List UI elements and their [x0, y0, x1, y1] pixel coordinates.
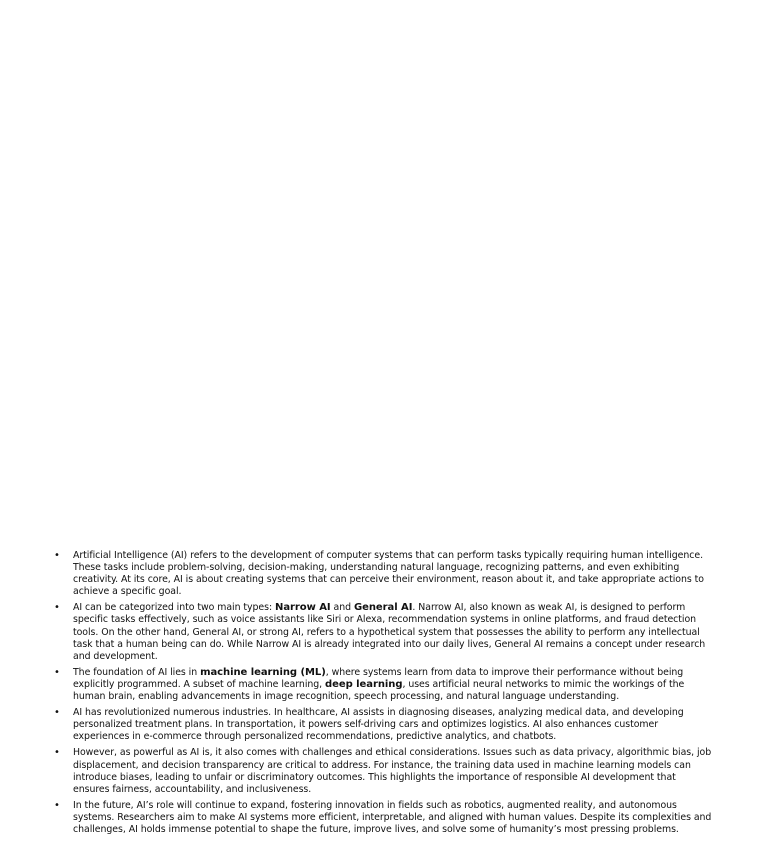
bullet-text: , where systems learn from data to improve their performance without being explicitly programmed. A subset of machine learning,	[73, 666, 684, 690]
list-item	[54, 800, 712, 836]
bullet-text: and	[330, 602, 354, 614]
bullet-icon: •	[54, 550, 60, 561]
bullet-text: , uses artificial neural networks to mimic the workings of the human brain, enabling advancements in image recognition, speech processing, and natural language understanding.	[73, 678, 685, 703]
bullet-text: The foundation of AI lies in	[73, 666, 201, 678]
bold-term-general-ai: General AI	[353, 602, 413, 614]
bullet-icon: •	[54, 747, 60, 759]
bullet-list	[54, 550, 712, 840]
list-item	[54, 602, 712, 662]
bullet-icon: •	[54, 666, 60, 678]
bullet-text: Artificial Intelligence (AI) refers to the development of computer systems that can perform tasks typically requiring human intelligence. These tasks include problem-solving, decision-making, understanding natural language, recognizing patterns, and even exhibiting creativity. At its core, AI is about creating systems that can perceive their environment, reason about it, and take appropriate actions to achieve a specific goal.	[73, 550, 704, 598]
bold-term-deep-learning: deep learning	[325, 678, 403, 690]
list-item	[54, 707, 712, 743]
bullet-icon: •	[54, 707, 60, 719]
list-item	[54, 550, 712, 598]
bullet-text: AI can be categorized into two main types:	[73, 602, 276, 614]
bullet-icon: •	[54, 602, 60, 614]
bullet-text: In the future, AI’s role will continue to expand, fostering innovation in fields such as robotics, augmented reality, and autonomous systems. Researchers aim to make AI systems more efficient, interpretable, and aligned with human values. Despite its complexities and challenges, AI holds immense potential to shape the future, improve lives, and solve some of humanity’s most pressing problems.	[73, 799, 712, 835]
bullet-text: AI has revolutionized numerous industries. In healthcare, AI assists in diagnosing diseases, analyzing medical data, and developing personalized treatment plans. In transportation, it powers self-driving cars and optimizes logistics. AI also enhances customer experiences in e-commerce through personalized recommendations, predictive analytics, and chatbots.	[73, 707, 684, 743]
bullet-icon: •	[54, 799, 60, 811]
bullet-text: However, as powerful as AI is, it also comes with challenges and ethical considerations. Issues such as data privacy, algorithmic bias, job displacement, and decision transparency are critical to address. For instance, the training data used in machine learning models can introduce biases, leading to unfair or discriminatory outcomes. This highlights the importance of responsible AI development that ensures fairness, accountability, and inclusiveness.	[73, 747, 712, 795]
bold-term-machine-learning: machine learning (ML)	[200, 666, 326, 678]
list-item	[54, 667, 712, 703]
bold-term-narrow-ai: Narrow AI	[275, 602, 331, 614]
bullet-text: . Narrow AI, also known as weak AI, is designed to perform specific tasks effectively, such as voice assistants like Siri or Alexa, recommendation systems in online platforms, and fraud detection tools. On the other hand, General AI, or strong AI, refers to a hypothetical system that possesses the ability to perform any intellectual task that a human being can do. While Narrow AI is already integrated into our daily lives, General AI remains a concept under research and development.	[73, 602, 706, 662]
list-item	[54, 747, 712, 795]
